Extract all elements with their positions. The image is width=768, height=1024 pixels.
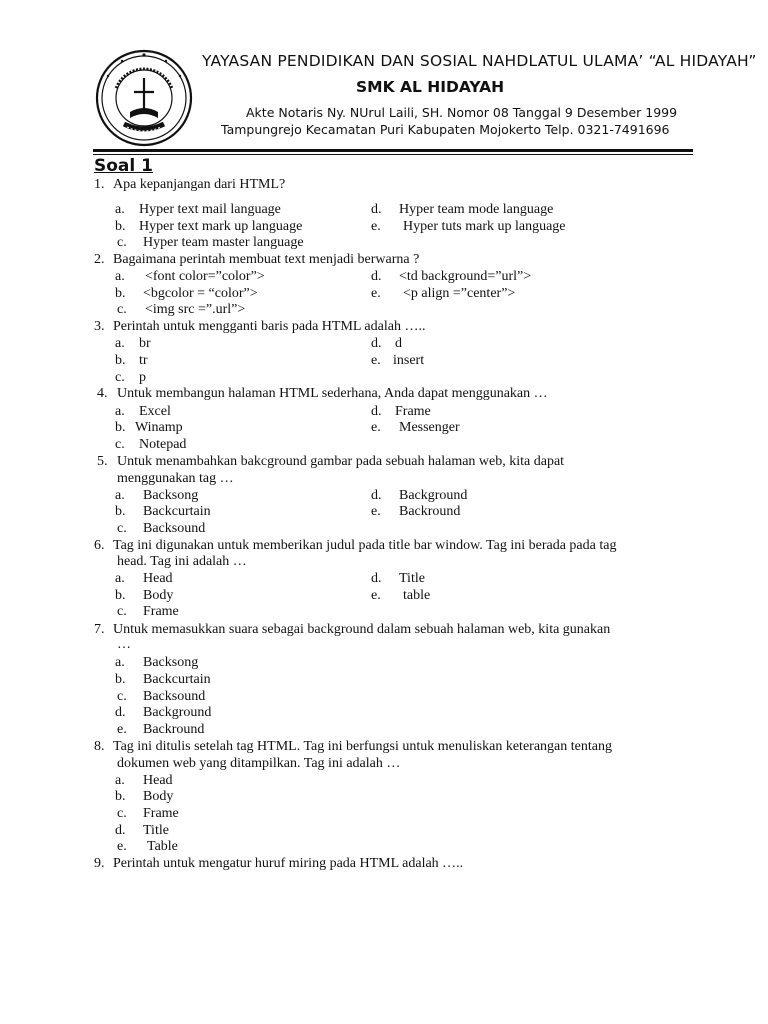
question-text: Tag ini ditulis setelah tag HTML. Tag ini berfungsi untuk menuliskan keterangan tentang [113, 739, 612, 754]
option-letter: c. [117, 604, 127, 619]
option-text: table [403, 588, 431, 603]
question-text: dokumen web yang ditampilkan. Tag ini adalah … [117, 756, 401, 771]
option-text: Backsong [143, 488, 199, 503]
question-number: 2. [94, 252, 105, 267]
option-text: insert [393, 353, 425, 368]
header-divider-thick [93, 149, 693, 152]
option-letter: d. [371, 404, 382, 419]
question-number: 4. [97, 386, 108, 401]
option-letter: d. [115, 823, 126, 838]
option-text: Head [143, 773, 173, 788]
school-name: SMK AL HIDAYAH [356, 78, 505, 96]
option-text: Title [399, 571, 425, 586]
option-letter: c. [117, 689, 127, 704]
option-letter: a. [115, 336, 125, 351]
question-number: 8. [94, 739, 105, 754]
option-text: Backcurtain [143, 672, 211, 687]
question-text: Untuk membangun halaman HTML sederhana, Anda dapat menggunakan … [117, 386, 548, 401]
option-letter: d. [115, 705, 126, 720]
foundation-name: YAYASAN PENDIDIKAN DAN SOSIAL NAHDLATUL ULAMA’ “AL HIDAYAH” [202, 52, 757, 70]
question-text: … [117, 637, 131, 652]
option-letter: a. [115, 488, 125, 503]
question-text: Untuk memasukkan suara sebagai background dalam sebuah halaman web, kita gunakan [113, 622, 611, 637]
option-text: tr [139, 353, 148, 368]
option-letter: e. [371, 219, 381, 234]
option-text: Backsound [143, 521, 206, 536]
option-text: Backsound [143, 689, 206, 704]
option-text: d [395, 336, 402, 351]
option-letter: a. [115, 773, 125, 788]
option-text: <font color=”color”> [145, 269, 265, 284]
option-text: Backsong [143, 655, 199, 670]
option-text: Hyper team master language [143, 235, 304, 250]
option-letter: b. [115, 504, 126, 519]
option-text: Notepad [139, 437, 187, 452]
question-text: head. Tag ini adalah … [117, 554, 247, 569]
option-letter: b. [115, 353, 126, 368]
option-text: Background [399, 488, 468, 503]
option-text: Frame [143, 806, 179, 821]
option-letter: b. [115, 588, 126, 603]
option-text: Winamp [135, 420, 183, 435]
option-text: p [139, 370, 146, 385]
option-text: Hyper text mail language [139, 202, 281, 217]
option-letter: a. [115, 202, 125, 217]
option-letter: d. [371, 336, 382, 351]
option-letter: c. [117, 302, 127, 317]
option-text: <p align =”center”> [403, 286, 516, 301]
option-letter: e. [117, 839, 127, 854]
option-text: Excel [139, 404, 171, 419]
header-divider-thin [93, 154, 693, 155]
question-text: Untuk menambahkan bakcground gambar pada sebuah halaman web, kita dapat [117, 454, 565, 469]
option-letter: e. [371, 420, 381, 435]
question-number: 9. [94, 856, 105, 871]
option-text: Frame [395, 404, 431, 419]
option-text: Background [143, 705, 212, 720]
option-letter: b. [115, 789, 126, 804]
option-text: Frame [143, 604, 179, 619]
option-letter: d. [371, 202, 382, 217]
option-letter: d. [371, 488, 382, 503]
option-letter: d. [371, 269, 382, 284]
question-text: Bagaimana perintah membuat text menjadi berwarna ? [113, 252, 420, 267]
option-text: br [139, 336, 151, 351]
option-letter: c. [115, 437, 125, 452]
question-number: 6. [94, 538, 105, 553]
question-text: Perintah untuk mengganti baris pada HTML adalah ….. [113, 319, 426, 334]
option-text: Backround [143, 722, 205, 737]
school-address: Tampungrejo Kecamatan Puri Kabupaten Mojokerto Telp. 0321-7491696 [221, 122, 670, 137]
notary-info: Akte Notaris Ny. NUrul Laili, SH. Nomor 08 Tanggal 9 Desember 1999 [246, 105, 678, 120]
option-letter: a. [115, 571, 125, 586]
option-text: Table [147, 839, 178, 854]
question-number: 5. [97, 454, 108, 469]
option-letter: b. [115, 672, 126, 687]
option-text: Body [143, 588, 174, 603]
option-letter: b. [115, 219, 126, 234]
option-letter: c. [117, 521, 127, 536]
question-number: 7. [94, 622, 105, 637]
option-text: <img src =”.url”> [145, 302, 246, 317]
school-logo-icon [94, 48, 194, 148]
option-text: Backround [399, 504, 461, 519]
option-text: Hyper text mark up language [139, 219, 303, 234]
question-text: menggunakan tag … [117, 471, 234, 486]
option-letter: b. [115, 286, 126, 301]
option-letter: e. [371, 504, 381, 519]
option-letter: e. [371, 588, 381, 603]
option-text: Messenger [399, 420, 460, 435]
option-text: Title [143, 823, 169, 838]
letterhead [0, 0, 768, 160]
option-letter: d. [371, 571, 382, 586]
option-letter: a. [115, 269, 125, 284]
option-letter: c. [117, 806, 127, 821]
section-title: Soal 1 [94, 156, 153, 176]
option-text: Hyper tuts mark up language [403, 219, 566, 234]
question-number: 1. [94, 177, 105, 192]
option-letter: a. [115, 655, 125, 670]
option-letter: a. [115, 404, 125, 419]
option-text: Hyper team mode language [399, 202, 554, 217]
question-text: Tag ini digunakan untuk memberikan judul pada title bar window. Tag ini berada pada tag [113, 538, 617, 553]
option-letter: e. [117, 722, 127, 737]
option-text: Body [143, 789, 174, 804]
option-letter: e. [371, 353, 381, 368]
option-text: Head [143, 571, 173, 586]
option-letter: c. [115, 370, 125, 385]
option-letter: b. [115, 420, 126, 435]
option-letter: e. [371, 286, 381, 301]
option-letter: c. [117, 235, 127, 250]
question-number: 3. [94, 319, 105, 334]
question-text: Perintah untuk mengatur huruf miring pada HTML adalah ….. [113, 856, 464, 871]
question-text: Apa kepanjangan dari HTML? [113, 177, 286, 192]
option-text: <td background=”url”> [399, 269, 532, 284]
option-text: Backcurtain [143, 504, 211, 519]
option-text: <bgcolor = “color”> [143, 286, 258, 301]
